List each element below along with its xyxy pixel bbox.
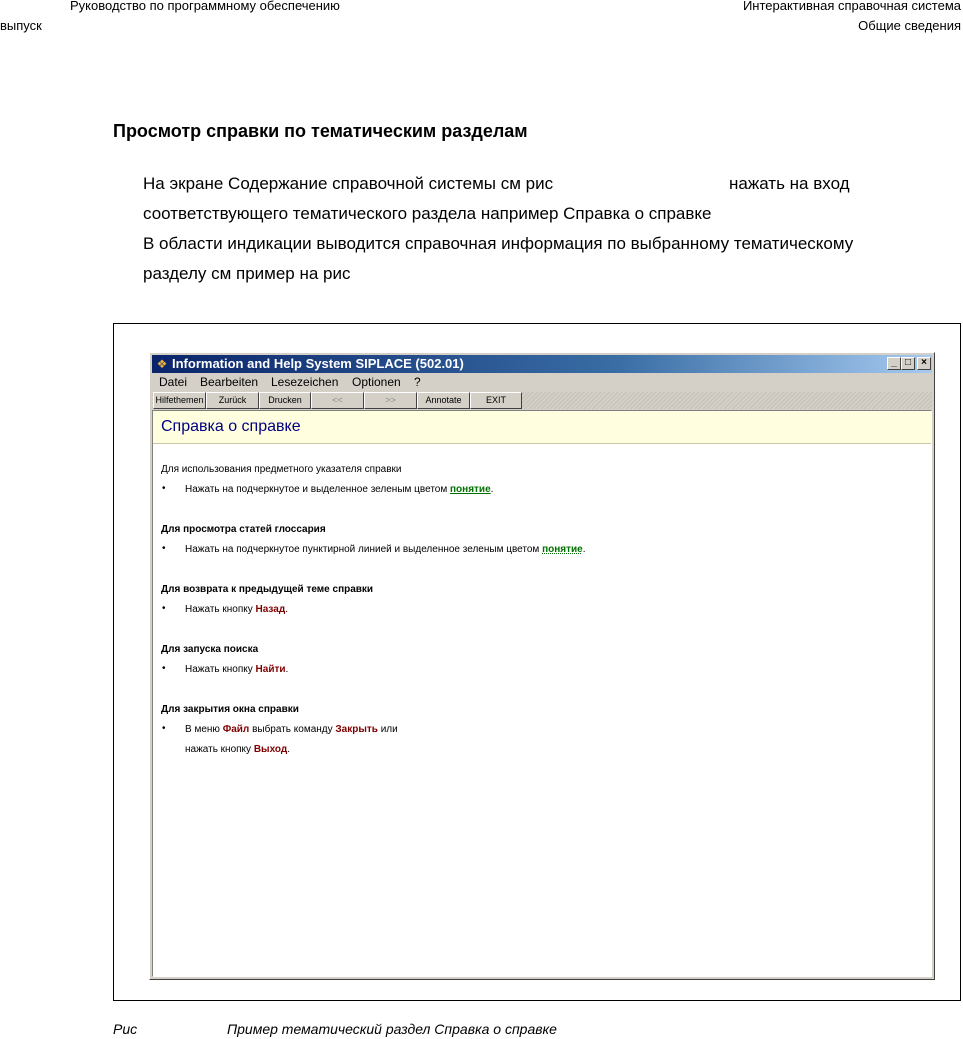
s2-heading: Для просмотра статей глоссария bbox=[161, 524, 326, 535]
s1-line bbox=[185, 484, 493, 495]
menu-datei[interactable]: Datei bbox=[159, 375, 188, 389]
s1-heading: Для использования предметного указателя справки bbox=[161, 464, 402, 475]
s5-t1: В меню bbox=[185, 724, 223, 735]
s5-bullet: • bbox=[162, 723, 166, 734]
section-title: Просмотр справки по тематическим разделам bbox=[113, 121, 528, 141]
content-header bbox=[153, 411, 931, 444]
s5-t3: или bbox=[377, 724, 398, 735]
body-line-1a: На экране Содержание справочной системы см рис bbox=[143, 174, 554, 193]
s5-t2: выбрать команду bbox=[249, 724, 336, 735]
s1-dot: . bbox=[490, 484, 494, 495]
s4-button-ref: Найти bbox=[255, 664, 286, 675]
window-title: Information and Help System SIPLACE (502.01) bbox=[172, 356, 464, 371]
toolbar bbox=[152, 392, 932, 409]
body-line-1b: нажать на вход bbox=[729, 174, 850, 193]
s4-heading: Для запуска поиска bbox=[161, 644, 259, 655]
s2-bullet: • bbox=[162, 543, 166, 554]
menu-bearbeiten[interactable]: Bearbeiten bbox=[200, 375, 259, 389]
s5-dot: . bbox=[287, 744, 291, 755]
exit-button[interactable]: EXIT bbox=[470, 392, 522, 409]
s2-link[interactable]: понятие bbox=[542, 544, 583, 555]
header-subchapter: Общие сведения bbox=[858, 18, 961, 33]
caption-label: Рис bbox=[113, 1021, 138, 1037]
s5-line-1 bbox=[185, 724, 398, 735]
menu-help[interactable]: ? bbox=[414, 375, 421, 389]
s5-t4: нажать кнопку bbox=[185, 744, 254, 755]
s5-line-2 bbox=[185, 744, 290, 755]
s4-dot: . bbox=[285, 664, 289, 675]
s3-dot: . bbox=[285, 604, 288, 615]
content-title: Справка о справке bbox=[161, 418, 301, 435]
menu-lesezeichen[interactable]: Lesezeichen bbox=[271, 375, 339, 389]
s5-close-ref: Закрыть bbox=[335, 724, 378, 735]
hilfethemen-button[interactable]: Hilfethemen bbox=[153, 392, 206, 409]
s4-line bbox=[185, 664, 288, 675]
window-titlebar[interactable] bbox=[152, 355, 932, 373]
s4-text: Нажать кнопку bbox=[185, 664, 256, 675]
close-icon[interactable]: × bbox=[917, 357, 931, 370]
s3-line bbox=[185, 604, 288, 615]
s1-link[interactable]: понятие bbox=[450, 484, 491, 495]
app-icon: ❖ bbox=[156, 357, 168, 371]
s4-bullet: • bbox=[162, 663, 166, 674]
minimize-icon[interactable]: _ bbox=[887, 357, 901, 370]
body-line-4: разделу см пример на рис bbox=[143, 264, 351, 283]
help-content-area[interactable] bbox=[152, 410, 932, 977]
header-release: выпуск bbox=[0, 18, 42, 33]
s5-heading: Для закрытия окна справки bbox=[161, 704, 299, 715]
s3-bullet: • bbox=[162, 603, 166, 614]
s2-dot: . bbox=[582, 544, 586, 555]
caption-text: Пример тематический раздел Справка о справке bbox=[227, 1021, 557, 1037]
s1-bullet: • bbox=[162, 483, 166, 494]
help-window bbox=[149, 352, 935, 980]
s3-text: Нажать кнопку bbox=[185, 604, 256, 615]
header-doc-title: Руководство по программному обеспечению bbox=[70, 0, 340, 13]
s5-exit-ref: Выход bbox=[253, 744, 288, 755]
s2-line bbox=[185, 544, 586, 555]
drucken-button[interactable]: Drucken bbox=[259, 392, 311, 409]
zurueck-button[interactable]: Zurück bbox=[206, 392, 259, 409]
s1-text: Нажать на подчеркнутое и выделенное зеленым цветом bbox=[185, 484, 451, 495]
s3-button-ref: Назад bbox=[255, 604, 286, 615]
annotate-button[interactable]: Annotate bbox=[417, 392, 470, 409]
prev-button[interactable]: << bbox=[311, 392, 364, 409]
body-line-3: В области индикации выводится справочная информация по выбранному тематическому bbox=[143, 234, 854, 253]
menu-bar bbox=[152, 374, 932, 390]
next-button[interactable]: >> bbox=[364, 392, 417, 409]
header-chapter: Интерактивная справочная система bbox=[742, 0, 961, 13]
menu-optionen[interactable]: Optionen bbox=[352, 375, 401, 389]
body-line-2: соответствующего тематического раздела например Справка о справке bbox=[143, 204, 712, 223]
maximize-icon[interactable]: □ bbox=[901, 357, 915, 370]
s5-file-ref: Файл bbox=[222, 724, 250, 735]
s2-text: Нажать на подчеркнутое пунктирной линией и выделенное зеленым цветом bbox=[185, 544, 543, 555]
s3-heading: Для возврата к предыдущей теме справки bbox=[161, 584, 374, 595]
